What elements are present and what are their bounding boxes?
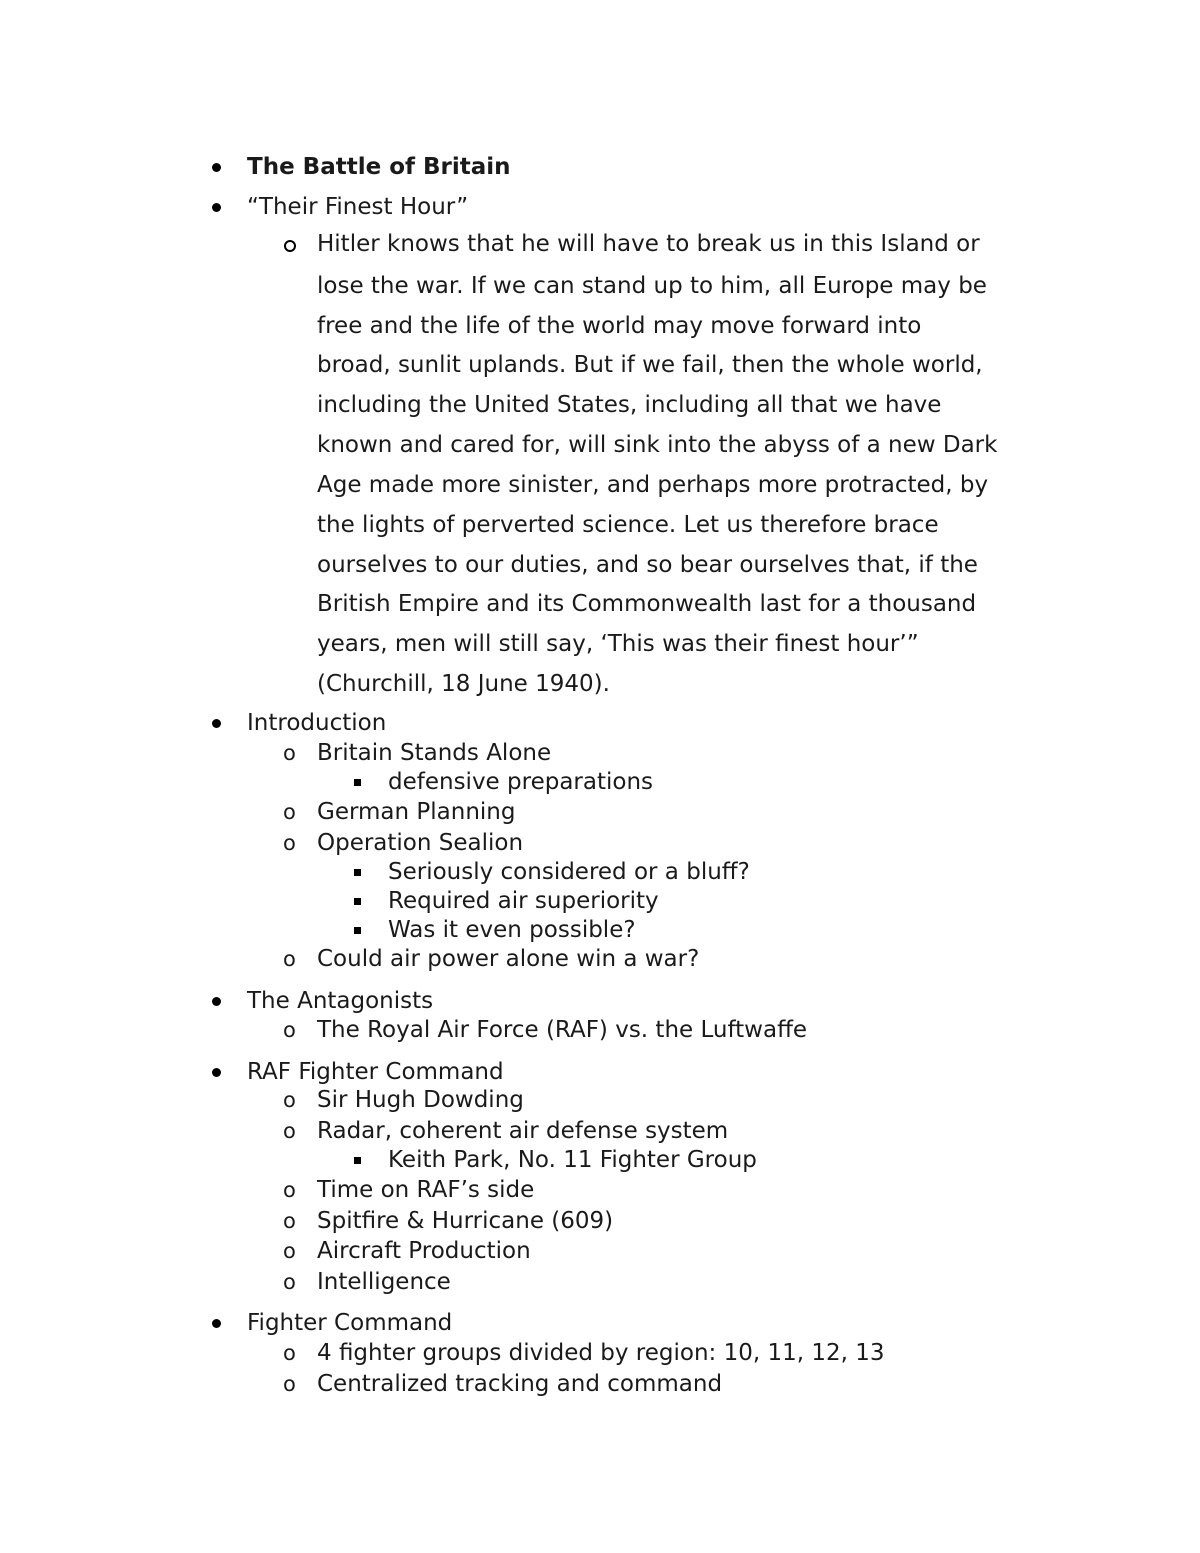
item-britain-stands-alone: Britain Stands Alone [317, 740, 552, 766]
item-keith-park: Keith Park, No. 11 Fighter Group [388, 1147, 757, 1173]
quote-line: broad, sunlit uplands. But if we fail, then the whole world, [317, 352, 983, 378]
quote-line: ourselves to our duties, and so bear ourselves that, if the [317, 552, 978, 578]
item-spitfire-hurricane: Spitfire & Hurricane (609) [317, 1208, 614, 1234]
bullet-square [354, 898, 361, 905]
bullet-circle: o [283, 1239, 296, 1263]
bullet-circle: o [283, 1018, 296, 1042]
bullet-square [354, 779, 361, 786]
bullet-circle: o [283, 1341, 296, 1365]
quote-line: lose the war. If we can stand up to him, all Europe may be [317, 273, 987, 299]
section-introduction: Introduction [247, 710, 387, 736]
bullet-circle: o [283, 741, 296, 765]
bullet-circle [284, 240, 296, 252]
quote-line: Hitler knows that he will have to break us in this Island or [317, 231, 980, 257]
section-raf-fighter-command: RAF Fighter Command [247, 1059, 504, 1085]
bullet-circle: o [283, 1088, 296, 1112]
item-defensive-preparations: defensive preparations [388, 769, 654, 795]
section-fighter-command: Fighter Command [247, 1310, 453, 1336]
item-fighter-groups: 4 fighter groups divided by region: 10, 11, 12, 13 [317, 1340, 885, 1366]
item-seriously-considered: Seriously considered or a bluff? [388, 859, 750, 885]
bullet-circle: o [283, 1209, 296, 1233]
quote-line: British Empire and its Commonwealth last for a thousand [317, 591, 977, 617]
quote-heading: “Their Finest Hour” [247, 194, 469, 220]
bullet-disc [212, 719, 221, 728]
item-intelligence: Intelligence [317, 1269, 451, 1295]
quote-line: years, men will still say, ‘This was their finest hour’” [317, 631, 919, 657]
bullet-disc [212, 203, 221, 212]
quote-line: free and the life of the world may move forward into [317, 313, 922, 339]
quote-line: known and cared for, will sink into the abyss of a new Dark [317, 432, 998, 458]
quote-line: (Churchill, 18 June 1940). [317, 671, 610, 697]
bullet-disc [212, 1068, 221, 1077]
quote-line: the lights of perverted science. Let us therefore brace [317, 512, 939, 538]
item-required-air-superiority: Required air superiority [388, 888, 659, 914]
bullet-square [354, 1157, 361, 1164]
quote-line: including the United States, including all that we have [317, 392, 942, 418]
bullet-disc [212, 997, 221, 1006]
item-german-planning: German Planning [317, 799, 516, 825]
section-antagonists: The Antagonists [247, 988, 434, 1014]
item-was-it-possible: Was it even possible? [388, 917, 636, 943]
item-centralized-tracking: Centralized tracking and command [317, 1371, 723, 1397]
item-aircraft-production: Aircraft Production [317, 1238, 531, 1264]
bullet-disc [212, 163, 221, 172]
bullet-circle: o [283, 1178, 296, 1202]
bullet-circle: o [283, 947, 296, 971]
item-dowding: Sir Hugh Dowding [317, 1087, 524, 1113]
bullet-circle: o [283, 1119, 296, 1143]
item-air-power-alone: Could air power alone win a war? [317, 946, 700, 972]
item-time-on-side: Time on RAF’s side [317, 1177, 535, 1203]
bullet-circle: o [283, 831, 296, 855]
bullet-disc [212, 1319, 221, 1328]
item-radar: Radar, coherent air defense system [317, 1118, 729, 1144]
quote-line: Age made more sinister, and perhaps more protracted, by [317, 472, 989, 498]
bullet-square [354, 869, 361, 876]
item-operation-sealion: Operation Sealion [317, 830, 524, 856]
bullet-square [354, 927, 361, 934]
item-raf-vs-luftwaffe: The Royal Air Force (RAF) vs. the Luftwaffe [317, 1017, 808, 1043]
bullet-circle: o [283, 800, 296, 824]
bullet-circle: o [283, 1372, 296, 1396]
bullet-circle: o [283, 1270, 296, 1294]
document-title: The Battle of Britain [247, 154, 511, 180]
